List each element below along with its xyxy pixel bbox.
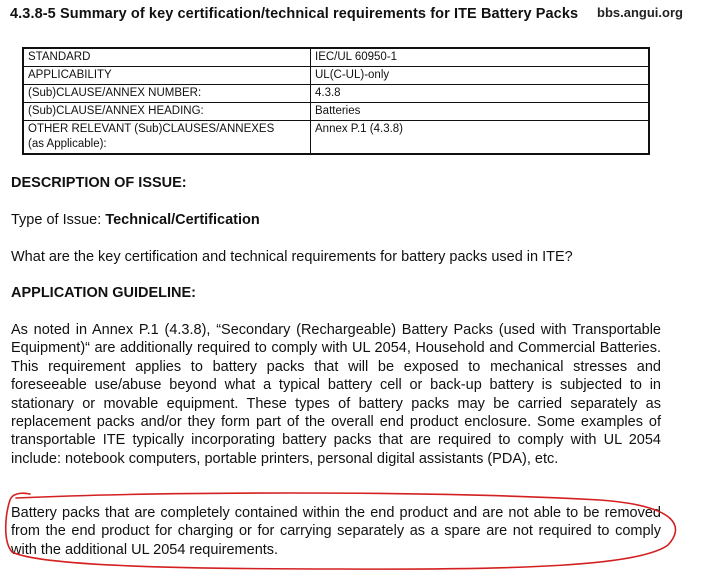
type-of-issue-value: Technical/Certification bbox=[105, 212, 260, 228]
table-row bbox=[23, 85, 649, 103]
table-row bbox=[23, 67, 649, 85]
description-heading: DESCRIPTION OF ISSUE: bbox=[11, 175, 187, 191]
table-value-other-relevant: Annex P.1 (4.3.8) bbox=[311, 121, 650, 155]
type-of-issue bbox=[11, 212, 260, 228]
guideline-paragraph-2: Battery packs that are completely contained within the end product and are not able to be removed from the end product for charging or for carrying separately as a spare are not required to comply with the additional UL 2054 requirements. bbox=[11, 505, 661, 558]
guideline-heading: APPLICATION GUIDELINE: bbox=[11, 285, 197, 301]
table-key-clause-number: (Sub)CLAUSE/ANNEX NUMBER: bbox=[23, 85, 311, 103]
question-text: What are the key certification and technical requirements for battery packs used in ITE? bbox=[11, 249, 573, 265]
section-title: 4.3.8-5 Summary of key certification/technical requirements for ITE Battery Packs bbox=[10, 6, 579, 22]
watermark: bbs.angui.org bbox=[597, 5, 683, 20]
guideline-paragraph-1: As noted in Annex P.1 (4.3.8), “Secondary (Rechargeable) Battery Packs (used with Transportable Equipment)“ are additionally required to comply with UL 2054, Household and Commercial Batteries. This requirement applies to battery packs that will be exposed to mechanical stresses and foreseeable use/abuse beyond what a typical battery cell or back-up battery is subjected to in stationary or movable equipment. These types of battery packs may be carried separately as replacement packs and/or they form part of the overall end product enclosure. Some examples of transportable ITE typically incorporating battery packs that are required to comply with UL 2054 include: notebook computers, portable printers, personal digital assistants (PDA), etc. bbox=[11, 322, 661, 467]
table-row bbox=[23, 48, 649, 67]
requirements-table bbox=[22, 47, 650, 155]
type-of-issue-label: Type of Issue: bbox=[11, 212, 106, 228]
table-key-applicability: APPLICABILITY bbox=[23, 67, 311, 85]
table-key-other-relevant-line2: (as Applicable): bbox=[28, 138, 107, 150]
table-value-standard: IEC/UL 60950-1 bbox=[311, 48, 650, 67]
table-key-other-relevant-line1: OTHER RELEVANT (Sub)CLAUSES/ANNEXES bbox=[28, 123, 275, 135]
table-key-other-relevant bbox=[23, 121, 311, 155]
table-value-applicability: UL(C-UL)-only bbox=[311, 67, 650, 85]
table-row bbox=[23, 121, 649, 155]
table-key-standard: STANDARD bbox=[23, 48, 311, 67]
table-row bbox=[23, 103, 649, 121]
table-key-clause-heading: (Sub)CLAUSE/ANNEX HEADING: bbox=[23, 103, 311, 121]
table-value-clause-heading: Batteries bbox=[311, 103, 650, 121]
table-value-clause-number: 4.3.8 bbox=[311, 85, 650, 103]
